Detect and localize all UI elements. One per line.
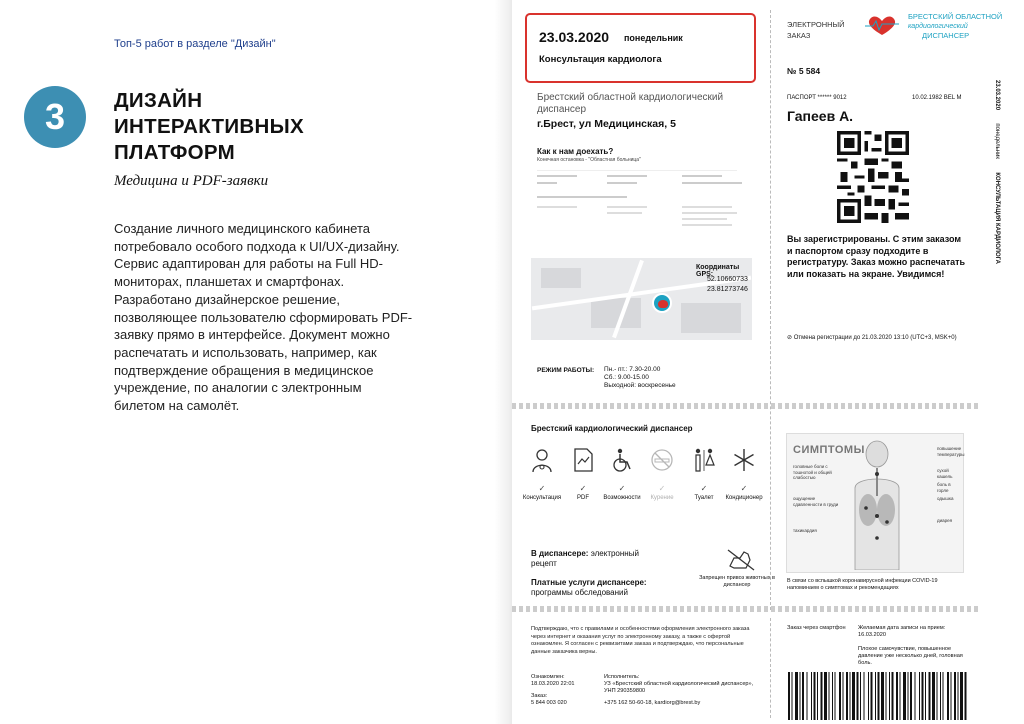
symptom-diarrhea: диарея: [937, 518, 953, 523]
barcode-bar: [817, 672, 818, 720]
barcode-bar: [903, 672, 906, 720]
facility-label: Курение: [650, 495, 674, 501]
section-title: ДИЗАЙН ИНТЕРАКТИВНЫХ ПЛАТФОРМ: [114, 89, 304, 164]
hours-weekdays: Пн.- пт.: 7.30-20.00: [604, 366, 661, 373]
vertical-date: 23.03.2020: [994, 80, 1000, 111]
date-of-birth: 10.02.1982 BEL M: [912, 95, 962, 101]
facilities-row: [522, 447, 768, 507]
barcode-bar: [925, 672, 926, 720]
check-icon: ✓: [700, 484, 708, 493]
barcode-bar: [852, 672, 855, 720]
order-value: 5 844 003 020: [531, 700, 567, 706]
snowflake-icon: [731, 447, 757, 473]
barcode-icon: [788, 672, 968, 720]
electronic-order-line2: ЗАКАЗ: [787, 31, 811, 40]
appointment-date: 23.03.2020: [539, 29, 610, 45]
section-body-text: Создание личного медицинского кабинета потребовало особого подхода к UI/UX-дизайну. Сервис адаптирован для работы на Full HD-мониторах, планшетах и смартфонах. Разработано дизайнерское решение, позволяющее пользователю сформировать PDF-заявку прямо в интерфейсе. Документ можно распечатать и использовать, например, как подтверждение обращения в медицинское учреждение, по аналогии с электронным билетом на самолёт.: [114, 221, 413, 414]
executor-block: [604, 674, 764, 695]
executor-label: Исполнитель:: [604, 674, 640, 680]
barcode-bar: [871, 672, 873, 720]
barcode-bar: [919, 672, 920, 720]
no-pets-text: Запрещен привоз животных в диспансер: [699, 575, 775, 588]
barcode-bar: [875, 672, 876, 720]
order-label: Заказ:: [531, 693, 548, 699]
symptom-tachycardia: тахикардия: [793, 528, 817, 533]
barcode-bar: [900, 672, 901, 720]
barcode-bar: [811, 672, 812, 720]
perforation-line-bottom: [770, 618, 771, 718]
clinic-logo-text: [908, 12, 1002, 41]
electronic-order-line1: ЭЛЕКТРОННЫЙ: [787, 20, 845, 29]
facilities-title: Брестский кардиологический диспансер: [531, 424, 693, 433]
barcode-bar: [835, 672, 836, 720]
barcode-bar: [802, 672, 804, 720]
barcode-bar: [922, 672, 924, 720]
expected-date-block: [858, 625, 973, 639]
facility-accessibility: [602, 447, 642, 501]
barcode-bar: [843, 672, 844, 720]
logo-line3: ДИСПАНСЕР: [922, 31, 970, 40]
perforation-line: [770, 10, 771, 610]
hours-sunday: Выходной: воскресенье: [604, 382, 676, 389]
barcode-bar: [910, 672, 912, 720]
symptom-breath: одышка: [937, 496, 954, 501]
check-icon: ✓: [740, 484, 748, 493]
barcode-bar: [965, 672, 967, 720]
map-pin-icon[interactable]: [652, 293, 672, 313]
pdf-document-icon: [570, 447, 596, 473]
electronic-order-label: [787, 19, 845, 41]
barcode-bar: [881, 672, 884, 720]
ticket-separator: [512, 606, 978, 612]
acknowledged-label: Ознакомлен:: [531, 674, 565, 680]
clinic-address: г.Брест, ул Медицинская, 5: [537, 118, 676, 130]
symptom-cough: сухой кашель: [937, 468, 953, 479]
order-number: № 5 584: [787, 66, 821, 76]
left-page: [0, 0, 510, 724]
symptom-throat: боль в горле: [937, 482, 951, 493]
directions-title: Как к нам доехать?: [537, 147, 614, 156]
cancel-icon: ⊘: [787, 335, 794, 341]
facility-consult: [522, 447, 562, 501]
barcode-bar: [951, 672, 952, 720]
no-pets-icon: [726, 548, 756, 572]
symptoms-panel: [786, 433, 964, 573]
acknowledged-block: [531, 674, 575, 688]
barcode-bar: [943, 672, 944, 720]
transport-table: [537, 170, 747, 230]
barcode-bar: [860, 672, 861, 720]
section-subtitle: Медицина и PDF-заявки: [114, 173, 269, 189]
facility-label: Туалет: [694, 495, 714, 501]
in-clinic-info: [531, 549, 661, 569]
barcode-bar: [821, 672, 823, 720]
barcode-bar: [958, 672, 959, 720]
symptom-fever: повышение температуры: [937, 446, 965, 457]
barcode-bar: [857, 672, 859, 720]
in-clinic-label: В диспансере:: [531, 549, 589, 558]
barcode-bar: [937, 672, 938, 720]
barcode-bar: [915, 672, 916, 720]
barcode-bar: [889, 672, 890, 720]
barcode-bar: [886, 672, 887, 720]
gps-values: [707, 275, 748, 295]
human-body-icon: [845, 438, 909, 570]
symptom-headache: головные боли с тошнотой и общей слабостью: [793, 464, 832, 480]
map-block: [541, 268, 581, 288]
logo-line2: кардиологический: [908, 22, 968, 30]
toilet-icon: [691, 447, 717, 473]
barcode-bar: [868, 672, 869, 720]
section-number-badge: 3: [24, 86, 86, 148]
map-block: [681, 303, 741, 333]
qr-code-icon[interactable]: [837, 131, 909, 223]
no-smoking-icon: [649, 447, 675, 473]
patient-name: Гапеев А.: [787, 108, 854, 124]
clinic-logo-heart-icon: [865, 14, 899, 36]
appointment-date-box: [525, 13, 756, 83]
legal-text: Подтверждаю, что с правилами и особенностями оформления электронного заказа через интернет и оказания услуг по электронному заказу, а также с офертой ознакомлен. Я согласен с реквизитами заказа и подтверждаю, что персональные данные заказчика верны.: [531, 626, 750, 655]
check-icon: ✓: [658, 484, 666, 493]
barcode-bar: [807, 672, 808, 720]
barcode-bar: [929, 672, 931, 720]
registration-message: Вы зарегистрированы. С этим заказом и паспортом сразу подходите в регистратуру. Заказ можно распечатать или показать на экране. Увидимся!: [787, 234, 966, 279]
clinic-name: Брестский областной кардиологический диспансер: [537, 92, 724, 115]
location-map[interactable]: [531, 258, 752, 340]
cancel-deadline-text: Отмена регистрации до 21.03.2020 13:10 (UTC+3, MSK+0): [793, 335, 957, 341]
barcode-bar: [814, 672, 816, 720]
clinic-contacts: +375 162 50-60-18, kardiorg@brest.by: [604, 700, 701, 706]
hours-saturday: Сб.: 9.00-15.00: [604, 374, 649, 381]
wheelchair-icon: [609, 447, 635, 473]
directions-subtitle: Конечная остановка - "Областная больница": [537, 157, 641, 163]
check-icon: ✓: [538, 484, 546, 493]
facility-conditioner: [724, 447, 764, 501]
expected-date-value: 16.03.2020: [858, 632, 886, 638]
barcode-bar: [954, 672, 956, 720]
paid-services-label: Платные услуги диспансере:: [531, 578, 647, 587]
hours-label: РЕЖИМ РАБОТЫ:: [537, 367, 595, 374]
barcode-bar: [788, 672, 790, 720]
barcode-bar: [846, 672, 848, 720]
barcode-bar: [829, 672, 830, 720]
barcode-bar: [896, 672, 898, 720]
cancel-deadline: [787, 334, 957, 341]
barcode-bar: [839, 672, 841, 720]
breadcrumb: Топ-5 работ в разделе "Дизайн": [114, 38, 276, 50]
ticket-separator: [512, 403, 978, 409]
barcode-bar: [947, 672, 949, 720]
logo-line1: БРЕСТСКИЙ ОБЛАСТНОЙ: [908, 12, 1003, 21]
barcode-bar: [960, 672, 963, 720]
vertical-consult: КОНСУЛЬТАЦИЯ КАРДИОЛОГА: [994, 172, 1000, 264]
facility-toilet: [684, 447, 724, 501]
appointment-type: Консультация кардиолога: [539, 54, 662, 65]
in-clinic-value: электронный рецепт: [531, 549, 639, 568]
facility-label: Возможности: [603, 495, 641, 501]
barcode-bar: [824, 672, 827, 720]
paid-services-info: [531, 578, 681, 598]
barcode-bar: [832, 672, 833, 720]
barcode-bar: [892, 672, 894, 720]
barcode-bar: [908, 672, 909, 720]
passport-number: ПАСПОРТ ****** 9012: [787, 95, 847, 101]
acknowledged-date: 18.03.2020 22:01: [531, 681, 575, 687]
facility-label: Консультация: [522, 495, 562, 501]
hours-values: [604, 366, 676, 390]
order-block: [531, 693, 567, 707]
vertical-weekday: понедельник: [994, 123, 1000, 160]
appointment-weekday: понедельник: [624, 33, 683, 43]
symptom-chest-pressure: ощущение сдавленности в груди: [793, 496, 839, 507]
facility-label: PDF: [577, 495, 589, 501]
check-icon: ✓: [579, 484, 587, 493]
doctor-icon: [529, 447, 555, 473]
executor-value: УЗ «Брестский областной кардиологический диспансер», УНП 290359800: [604, 681, 754, 694]
barcode-bar: [864, 672, 865, 720]
barcode-bar: [800, 672, 801, 720]
gps-latitude: 52.10660733: [707, 276, 748, 283]
paid-services-value: программы обследований: [531, 588, 628, 597]
barcode-bar: [850, 672, 851, 720]
barcode-bar: [795, 672, 798, 720]
symptoms-title: СИМПТОМЫ: [793, 444, 865, 456]
expected-date-label: Желаемая дата записи на прием:: [858, 625, 946, 631]
facility-pdf: [563, 447, 603, 501]
check-icon: ✓: [618, 484, 626, 493]
covid-note: В связи со вспышкой коронавирусной инфекции COVID-19 напоминаем о симптомах и рекомендациях: [787, 578, 938, 591]
gps-label: Координаты GPS:: [696, 264, 740, 278]
gps-longitude: 23.81273746: [707, 286, 748, 293]
barcode-bar: [932, 672, 935, 720]
complaint-text: Плохое самочувствие, повышенное давление уже несколько дней, головная боль.: [858, 646, 963, 666]
facility-label: Кондиционер: [725, 495, 763, 501]
barcode-bar: [940, 672, 941, 720]
barcode-bar: [878, 672, 880, 720]
order-via: Заказ через смартфон: [787, 625, 846, 631]
barcode-bar: [792, 672, 793, 720]
stub-vertical-text: [994, 80, 1000, 264]
facility-smoking: [642, 447, 682, 501]
